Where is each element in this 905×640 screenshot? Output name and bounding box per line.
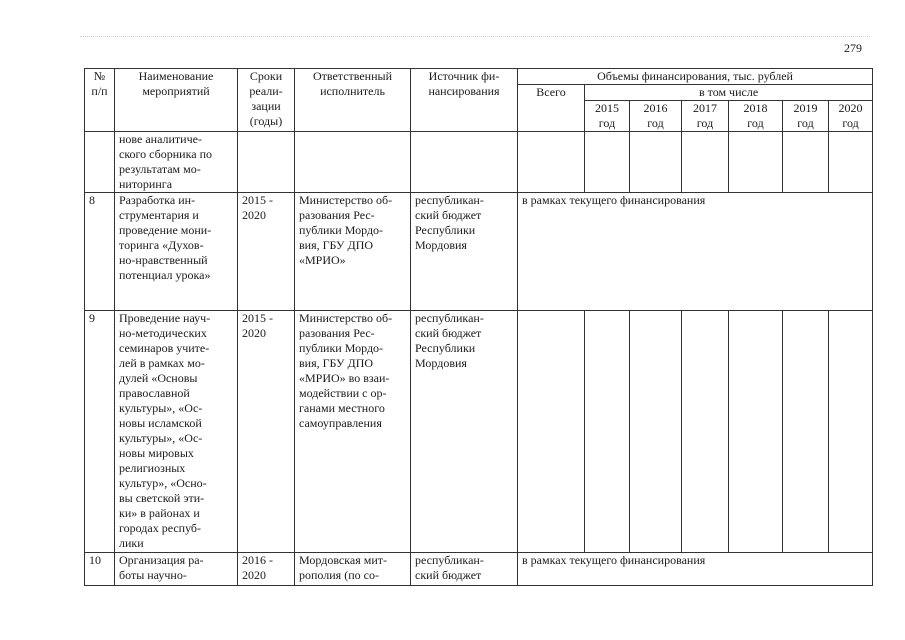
cell-source xyxy=(411,132,518,193)
cell-line: струментария и xyxy=(119,208,199,222)
header-terms-line: Сроки xyxy=(249,69,283,83)
cell-line: городах респуб- xyxy=(119,521,202,535)
cell-total xyxy=(518,132,585,193)
header-terms xyxy=(238,69,295,132)
cell-line: православной xyxy=(119,386,190,400)
page-number: 279 xyxy=(844,41,862,55)
table-row xyxy=(85,553,873,586)
table-row xyxy=(85,311,873,553)
cell-line: Министерство об- xyxy=(299,311,393,325)
cell-line: «МРИО» xyxy=(299,253,346,267)
year-label: 2015 xyxy=(595,101,619,115)
header-year-2017 xyxy=(682,101,729,132)
cell-year xyxy=(585,132,630,193)
header-including: в том числе xyxy=(585,85,873,101)
cell-line: 2020 xyxy=(242,568,266,582)
table-row xyxy=(85,132,873,193)
cell-line: ки» в районах и xyxy=(119,506,200,520)
year-label: 2020 xyxy=(838,101,863,115)
cell-num: 10 xyxy=(85,553,115,586)
cell-total xyxy=(518,311,585,553)
header-source xyxy=(411,69,518,132)
cell-line: 2020 xyxy=(242,208,266,222)
cell-line: 2015 - xyxy=(242,193,273,207)
cell-line: новы исламской xyxy=(119,416,202,430)
cell-line: республикан- xyxy=(415,193,484,207)
cell-line: проведение мони- xyxy=(119,223,212,237)
cell-executor xyxy=(295,311,411,553)
cell-line: разования Рес- xyxy=(299,326,375,340)
cell-year xyxy=(630,311,682,553)
cell-year xyxy=(729,132,783,193)
cell-line: республикан- xyxy=(415,311,484,325)
cell-line: но-нравственный xyxy=(119,253,208,267)
cell-line: вия, ГБУ ДПО xyxy=(299,238,374,252)
cell-terms xyxy=(238,553,295,586)
cell-line: «МРИО» во взаи- xyxy=(299,371,390,385)
cell-funding-merged: в рамках текущего финансирования xyxy=(518,553,873,586)
year-unit: год xyxy=(598,116,616,130)
cell-line: новы мировых xyxy=(119,446,194,460)
cell-line: культуры», «Ос- xyxy=(119,401,203,415)
year-unit: год xyxy=(842,116,859,130)
header-name-line: мероприятий xyxy=(142,84,210,98)
cell-line: культур», «Осно- xyxy=(119,476,207,490)
cell-line: 2020 xyxy=(242,326,266,340)
cell-source xyxy=(411,311,518,553)
cell-name xyxy=(115,132,238,193)
cell-line: Министерство об- xyxy=(299,193,393,207)
year-unit: год xyxy=(696,116,714,130)
cell-line: ский бюджет xyxy=(415,326,482,340)
header-executor xyxy=(295,69,411,132)
cell-executor xyxy=(295,193,411,311)
header-name-line: Наименование xyxy=(138,69,214,83)
cell-num: 9 xyxy=(85,311,115,553)
cell-line: Мордовия xyxy=(415,356,467,370)
cell-year xyxy=(729,311,783,553)
header-year-2015 xyxy=(585,101,630,132)
cell-line: Республики xyxy=(415,341,476,355)
cell-line: религиозных xyxy=(119,461,186,475)
cell-terms xyxy=(238,193,295,311)
cell-line: Республики xyxy=(415,223,476,237)
header-executor-line: исполнитель xyxy=(320,84,385,98)
cell-line: Организация ра- xyxy=(119,553,204,567)
cell-line: боты научно- xyxy=(119,568,187,582)
cell-year xyxy=(783,132,829,193)
cell-line: ниторинга xyxy=(119,177,173,191)
cell-num: 8 xyxy=(85,193,115,311)
cell-year xyxy=(630,132,682,193)
cell-line: культуры», «Ос- xyxy=(119,431,203,445)
cell-year xyxy=(682,311,729,553)
scan-edge-dots xyxy=(80,36,870,38)
cell-year xyxy=(829,132,873,193)
cell-year xyxy=(783,311,829,553)
header-source-line: Источник фи- xyxy=(428,69,500,83)
cell-name xyxy=(115,311,238,553)
cell-terms xyxy=(238,311,295,553)
cell-line: Мордовия xyxy=(415,238,467,252)
header-terms-line: реали- xyxy=(249,84,283,98)
header-total: Всего xyxy=(518,85,585,132)
cell-source xyxy=(411,193,518,311)
cell-executor xyxy=(295,553,411,586)
cell-line: лей в рамках мо- xyxy=(119,356,205,370)
header-year-2019 xyxy=(783,101,829,132)
cell-line: Проведение науч- xyxy=(119,311,211,325)
cell-line: ского сборника по xyxy=(119,147,212,161)
cell-line: публики Мордо- xyxy=(299,223,384,237)
cell-line: семинаров учите- xyxy=(119,341,210,355)
header-terms-line: (годы) xyxy=(249,114,283,128)
header-year-2018 xyxy=(729,101,783,132)
year-label: 2019 xyxy=(793,101,818,115)
year-unit: год xyxy=(647,116,664,130)
cell-line: потенциал урока» xyxy=(119,268,211,282)
cell-line: Разработка ин- xyxy=(119,193,196,207)
year-unit: год xyxy=(747,116,764,130)
cell-line: 2016 - xyxy=(242,553,273,567)
cell-line: вы светской эти- xyxy=(119,491,205,505)
header-num-line: п/п xyxy=(91,84,108,98)
cell-source xyxy=(411,553,518,586)
header-executor-line: Ответственный xyxy=(312,69,393,83)
year-label: 2017 xyxy=(693,101,717,115)
cell-line: дулей «Основы xyxy=(119,371,198,385)
header-terms-line: зации xyxy=(251,99,281,113)
header-name xyxy=(115,69,238,132)
header-source-line: нансирования xyxy=(428,84,500,98)
cell-line: лики xyxy=(119,536,144,550)
events-table xyxy=(84,68,873,586)
cell-line: результатам мо- xyxy=(119,162,201,176)
cell-year xyxy=(829,311,873,553)
cell-num xyxy=(85,132,115,193)
cell-line: вия, ГБУ ДПО xyxy=(299,356,374,370)
cell-year xyxy=(585,311,630,553)
cell-line: нове аналитиче- xyxy=(119,132,202,146)
header-year-2020 xyxy=(829,101,873,132)
cell-line: публики Мордо- xyxy=(299,341,384,355)
cell-terms xyxy=(238,132,295,193)
cell-line: ский бюджет xyxy=(415,208,482,222)
header-year-2016 xyxy=(630,101,682,132)
cell-year xyxy=(682,132,729,193)
cell-line: ский бюджет xyxy=(415,568,482,582)
year-label: 2018 xyxy=(743,101,768,115)
cell-line: модействии с ор- xyxy=(299,386,387,400)
cell-line: разования Рес- xyxy=(299,208,375,222)
year-label: 2016 xyxy=(643,101,668,115)
cell-line: рополия (по со- xyxy=(299,568,379,582)
cell-line: 2015 - xyxy=(242,311,273,325)
cell-line: ганами местного xyxy=(299,401,385,415)
cell-name xyxy=(115,193,238,311)
table-row xyxy=(85,193,873,311)
cell-line: торинга «Духов- xyxy=(119,238,204,252)
header-num-line: № xyxy=(93,69,106,83)
cell-executor xyxy=(295,132,411,193)
header-funding: Объемы финансирования, тыс. рублей xyxy=(518,69,873,85)
header-num xyxy=(85,69,115,132)
cell-line: республикан- xyxy=(415,553,484,567)
header-row-1 xyxy=(85,69,873,85)
cell-name xyxy=(115,553,238,586)
cell-funding-merged: в рамках текущего финансирования xyxy=(518,193,873,311)
year-unit: год xyxy=(797,116,814,130)
cell-line: Мордовская мит- xyxy=(299,553,387,567)
cell-line: но-методических xyxy=(119,326,207,340)
cell-line: самоуправления xyxy=(299,416,382,430)
